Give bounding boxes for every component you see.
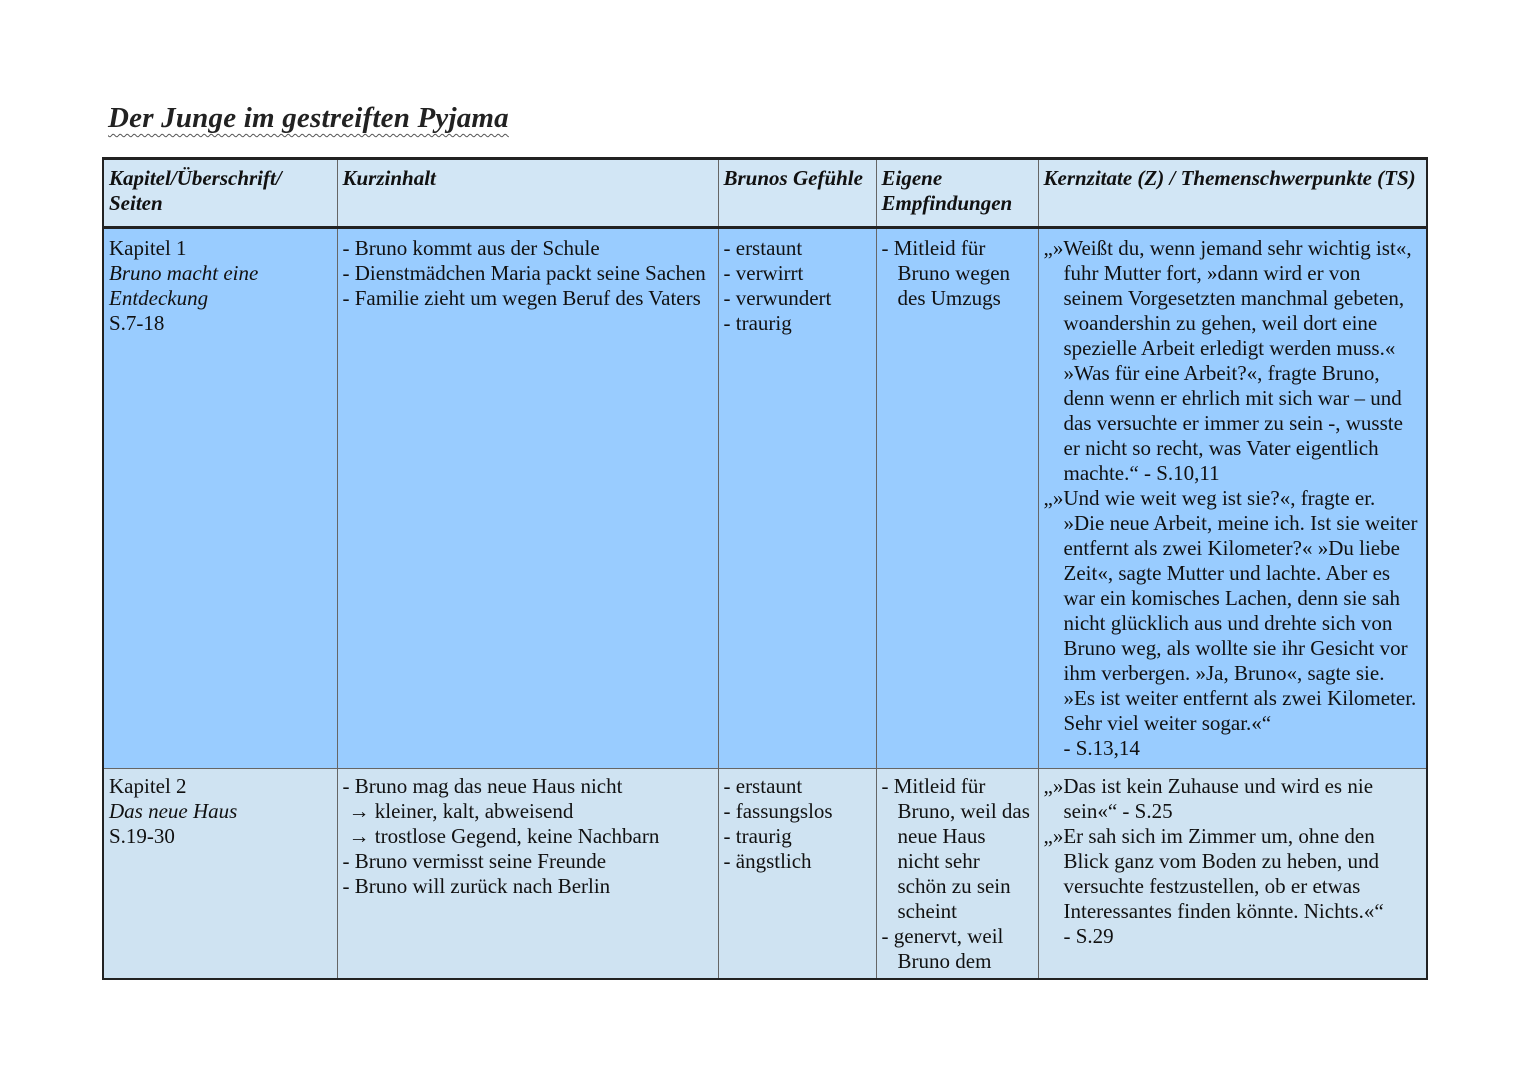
quotes-cell (1038, 228, 1427, 769)
feeling-item: - verwundert (723, 286, 832, 310)
chapter-label: Kapitel 1 (109, 236, 187, 260)
chapter-cell (103, 228, 337, 769)
table-row (103, 228, 1427, 769)
chapter-label: Kapitel 2 (109, 774, 187, 798)
summary-item: - Familie zieht um wegen Beruf des Vaters (342, 286, 701, 310)
column-header-chapter: Kapitel/Überschrift/ Seiten (103, 159, 337, 228)
feeling-item: - fassungslos (723, 799, 833, 823)
column-header-feelings: Brunos Gefühle (718, 159, 876, 228)
quote-item (1044, 236, 1422, 486)
quote-text: „»Das ist kein Zuhause und wird es nie sein«“ - S.25 (1043, 774, 1374, 823)
chapter-title: Das neue Haus (109, 799, 238, 823)
column-header-summary: Kurzinhalt (337, 159, 718, 228)
own-feeling-item: - Mitleid für Bruno wegen des Umzugs (881, 236, 1011, 310)
column-header-own-feelings: Eigene Empfindungen (876, 159, 1038, 228)
quotes-cell (1038, 769, 1427, 980)
quote-item (1044, 774, 1422, 824)
summary-item: - Dienstmädchen Maria packt seine Sachen (342, 261, 706, 285)
quote-citation: - S.13,14 (1063, 736, 1140, 760)
header-row (103, 159, 1427, 228)
quote-item (1044, 486, 1422, 761)
feelings-cell (718, 228, 876, 769)
summary-item: - Bruno vermisst seine Freunde (342, 849, 607, 873)
chapter-pages: S.19-30 (109, 824, 175, 848)
quote-text: „»Und wie weit weg ist sie?«, fragte er. »Die neue Arbeit, meine ich. Ist sie weiter entfernt als zwei Kilometer?« »Du liebe Zeit«, sagte Mutter und lachte. Aber es war ein komisches Lachen, denn sie sah nicht glücklich aus und drehte sich von Bruno weg, als wollte sie ihr Gesicht vor ihm verbergen. »Ja, Bruno«, sagte sie. »Es ist weiter entfernt als zwei Kilometer. Sehr viel weiter sogar.«“ (1043, 486, 1418, 735)
document-title: Der Junge im gestreiften Pyjama (108, 102, 509, 134)
quote-text: „»Er sah sich im Zimmer um, ohne den Blick ganz vom Boden zu heben, und versuchte festzustellen, ob er etwas Interessantes finden könnte. Nichts.«“ (1043, 824, 1384, 923)
summary-cell (337, 769, 718, 980)
summary-subitem: → trostlose Gegend, keine Nachbarn (348, 824, 660, 848)
own-feeling-item: - Mitleid für Bruno, weil das neue Haus nicht sehr schön zu sein scheint (881, 774, 1030, 923)
summary-cell (337, 228, 718, 769)
summary-item: - Bruno will zurück nach Berlin (342, 874, 611, 898)
own-feelings-cell (876, 228, 1038, 769)
feelings-cell (718, 769, 876, 980)
quote-item (1044, 824, 1422, 949)
feeling-item: - ängstlich (723, 849, 812, 873)
chapter-pages: S.7-18 (109, 311, 165, 335)
quote-citation: - S.29 (1063, 924, 1114, 948)
feeling-item: - traurig (723, 311, 792, 335)
chapter-table (102, 157, 1428, 980)
chapter-title: Bruno macht eine Entdeckung (109, 261, 259, 310)
feeling-item: - traurig (723, 824, 792, 848)
chapter-cell (103, 769, 337, 980)
summary-item: - Bruno mag das neue Haus nicht (342, 774, 623, 798)
summary-item: - Bruno kommt aus der Schule (342, 236, 600, 260)
feeling-item: - verwirrt (723, 261, 804, 285)
feeling-item: - erstaunt (723, 774, 803, 798)
table-row (103, 769, 1427, 980)
own-feelings-cell (876, 769, 1038, 980)
quote-text: „»Weißt du, wenn jemand sehr wichtig ist«, fuhr Mutter fort, »dann wird er von seinem Vorgesetzten manchmal gebeten, woandershin zu gehen, weil dort eine spezielle Arbeit erledigt werden muss.« »Was für eine Arbeit?«, fragte Bruno, denn wenn er ehrlich mit sich war – und das versuchte er immer zu sein -, wusste er nicht so recht, was Vater eigentlich machte.“ - S.10,11 (1043, 236, 1412, 485)
column-header-quotes: Kernzitate (Z) / Themenschwerpunkte (TS) (1038, 159, 1427, 228)
summary-subitem: → kleiner, kalt, abweisend (348, 799, 574, 823)
feeling-item: - erstaunt (723, 236, 803, 260)
own-feeling-item: - genervt, weil Bruno dem (881, 924, 1004, 973)
